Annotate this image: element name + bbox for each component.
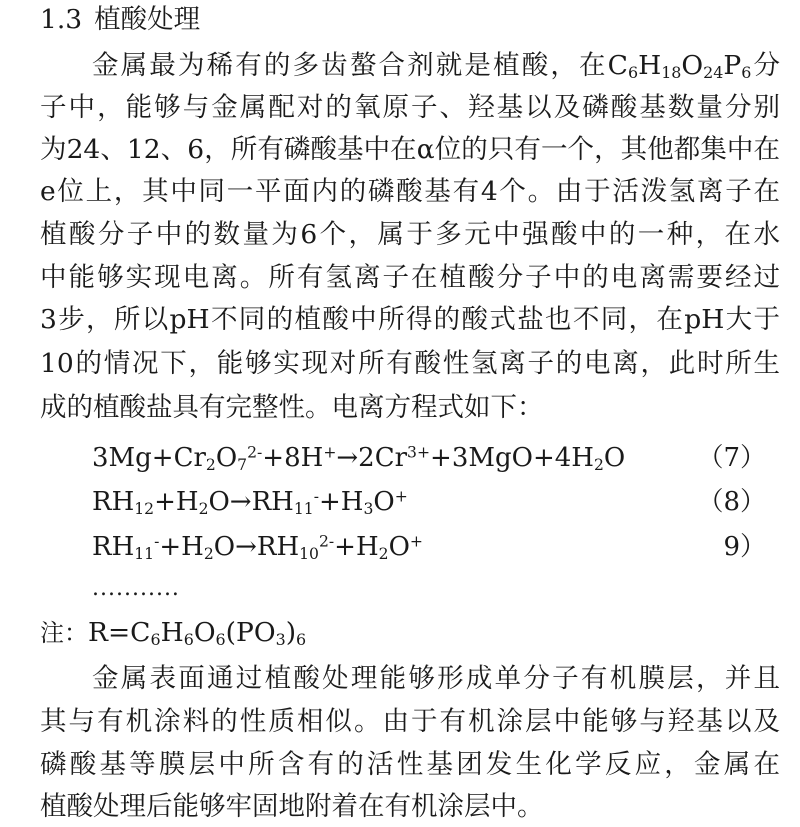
- paragraph1-line8: 10的情况下，能够实现对所有酸性氢离子的电离，此时所生: [40, 348, 780, 379]
- eq-text: O: [603, 443, 626, 473]
- p1-l1-end: 分: [751, 50, 780, 81]
- equation-ellipsis: ...........: [92, 576, 180, 601]
- note-sub: 3: [275, 629, 286, 649]
- eq-sub: 3: [363, 499, 374, 518]
- note-sub: 6: [183, 629, 194, 649]
- eq-sup: +: [394, 487, 408, 506]
- eq-sup: 2-: [247, 443, 263, 462]
- p1-h: H: [638, 50, 662, 81]
- note-sub: 6: [215, 629, 226, 649]
- eq-text: RH: [92, 532, 135, 562]
- eq-sub: 2: [593, 455, 604, 474]
- section-heading: [40, 0, 780, 40]
- eq-text: +H: [154, 487, 199, 517]
- paragraph1-line3: 为24、12、6，所有磷酸基中在α位的只有一个，其他都集中在: [40, 134, 780, 165]
- note-sub: 6: [150, 629, 161, 649]
- section-number: 1.3: [40, 4, 83, 35]
- eq-text: RH: [92, 487, 135, 517]
- equation-number-9: 9）: [723, 532, 766, 562]
- eq-sup: +: [323, 443, 337, 462]
- eq-text: O→RH: [213, 532, 300, 562]
- eq-text: O→RH: [208, 487, 294, 517]
- p1-l1-text: 金属最为稀有的多齿螯合剂就是植酸，在C: [92, 50, 628, 81]
- eq-sup: 2-: [318, 532, 335, 551]
- eq-text: O: [215, 443, 238, 473]
- eq-text: +H: [159, 532, 204, 562]
- eq-sub: 10: [299, 544, 319, 563]
- note-text: H: [160, 617, 184, 648]
- note-sub: 6: [296, 629, 307, 649]
- paragraph1-line1: [92, 46, 780, 86]
- note-text: R=C: [88, 617, 151, 648]
- eq-sub: 12: [134, 499, 155, 518]
- paragraph1-line4: e位上，其中同一平面内的磷酸基有4个。由于活泼氢离子在: [40, 176, 780, 207]
- eq-text: +3MgO+4H: [430, 443, 594, 473]
- eq-text: +H: [334, 532, 379, 562]
- equation-8: [92, 482, 782, 522]
- paragraph2-line2: 其与有机涂料的性质相似。由于有机涂层中能够与羟基以及: [40, 706, 780, 737]
- eq-sub: 7: [237, 455, 248, 474]
- equation-number-7: （7）: [697, 443, 766, 473]
- p1-p: P: [723, 50, 742, 81]
- p1-sub: 18: [661, 62, 682, 82]
- paragraph1-line9: 成的植酸盐具有完整性。电离方程式如下：: [40, 392, 544, 423]
- p1-sub: 6: [627, 62, 639, 82]
- paragraph1-line7: 3步，所以pH不同的植酸中所得的酸式盐也不同，在pH大于: [40, 304, 780, 335]
- note-text: (PO: [225, 617, 276, 648]
- eq-sub: 11: [293, 499, 314, 518]
- eq-sup: -: [154, 532, 160, 551]
- equation-9: [92, 527, 782, 567]
- eq-text: →2Cr: [336, 443, 408, 473]
- p1-sub: 24: [703, 62, 724, 82]
- eq-text: +H: [318, 487, 364, 517]
- eq-sub: 2: [378, 544, 389, 563]
- paragraph2-line3: 磷酸基等膜层中所含有的活性基团发生化学反应，金属在: [40, 749, 780, 780]
- eq-sub: 11: [134, 544, 155, 563]
- eq-sub: 2: [203, 544, 214, 563]
- eq-sup: 3+: [407, 443, 431, 462]
- note-text: O: [193, 617, 216, 648]
- eq-sub: 2: [205, 455, 216, 474]
- section-title: 植酸处理: [94, 4, 201, 35]
- note-label: 注：: [40, 619, 88, 647]
- p1-o: O: [681, 50, 704, 81]
- paragraph1-line2: 子中，能够与金属配对的氧原子、羟基以及磷酸基数量分别: [40, 92, 780, 123]
- p1-sub: 6: [741, 62, 752, 82]
- paragraph1-line6: 中能够实现电离。所有氢离子在植酸分子中的电离需要经过: [40, 262, 780, 293]
- eq-text: O: [388, 532, 410, 562]
- paragraph2-line4: 植酸处理后能够牢固地附着在有机涂层中。: [40, 791, 544, 822]
- paragraph2-line1: 金属表面通过植酸处理能够形成单分子有机膜层，并且: [92, 663, 780, 694]
- eq-sub: 2: [198, 499, 209, 518]
- eq-sup: +: [409, 532, 423, 551]
- eq-text: O: [373, 487, 395, 517]
- equation-7: [92, 438, 782, 478]
- eq-sup: -: [313, 487, 319, 506]
- note-line: [40, 613, 780, 653]
- eq-text: +8H: [262, 443, 324, 473]
- eq-text: 3Mg+Cr: [92, 443, 206, 473]
- note-text: ): [285, 617, 297, 648]
- paragraph1-line5: 植酸分子中的数量为6个，属于多元中强酸中的一种，在水: [40, 219, 780, 250]
- equation-number-8: （8）: [697, 487, 766, 517]
